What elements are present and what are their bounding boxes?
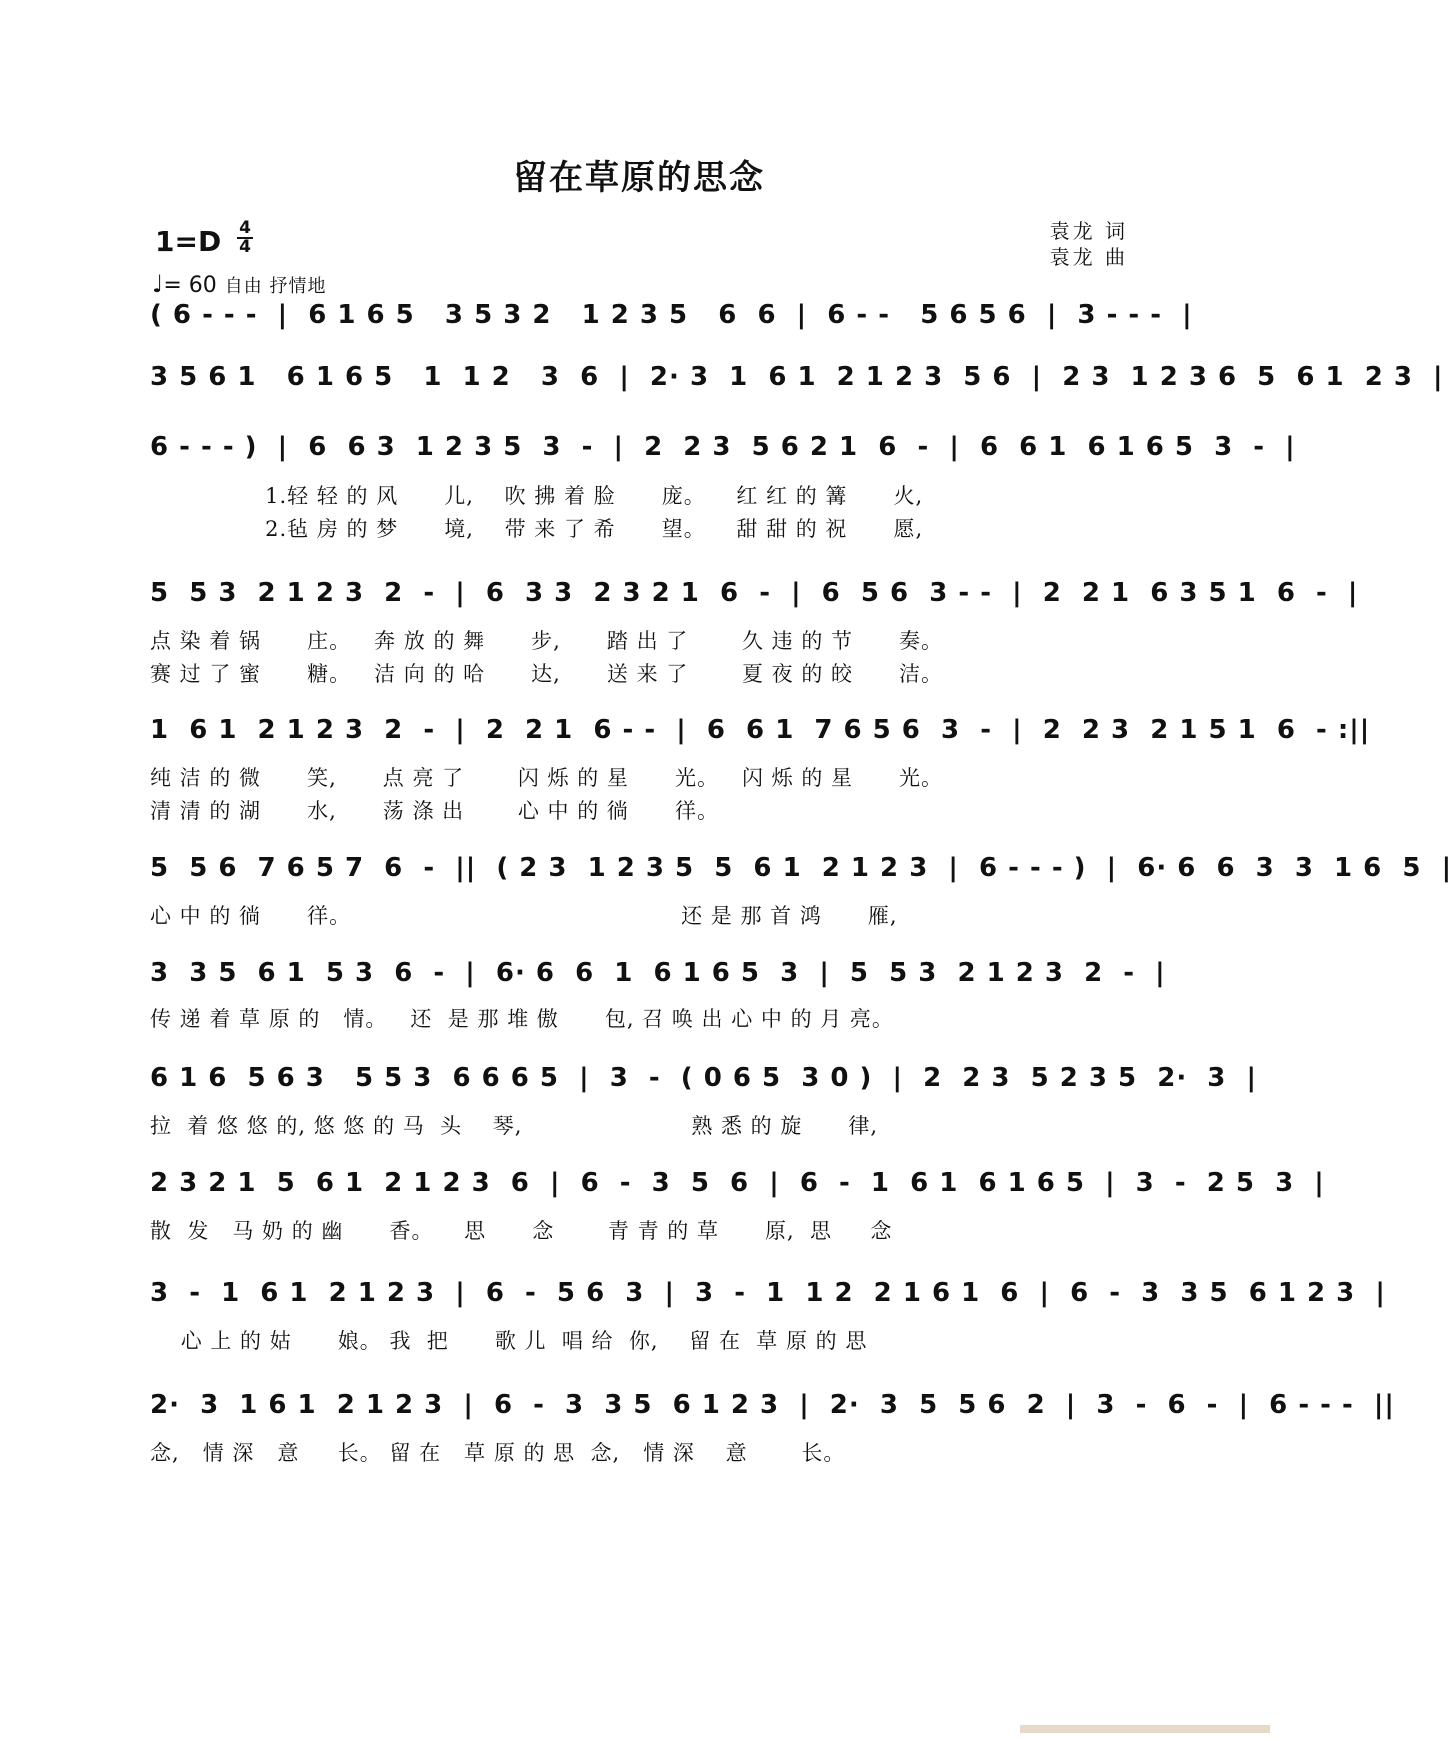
song-title: 留在草原的思念 (513, 158, 765, 198)
lyricist-credit: 袁龙 词 (1049, 219, 1128, 243)
system-11-lyrics: 念, 情 深 意 长。 留 在 草 原 的 思 念, 情 深 意 长。 (150, 1441, 846, 1465)
system-5-notes: 1 6 1 2 1 2 3 2 - | 2 2 1 6 - - | 6 6 1 7 6 5 6 3 - | 2 2 3 2 1 5 1 6 - :|| (150, 715, 1371, 745)
tempo-description: 自由 抒情地 (224, 276, 327, 297)
system-11-notes: 2· 3 1 6 1 2 1 2 3 | 6 - 3 3 5 6 1 2 3 | 2· 3 5 5 6 2 | 3 - 6 - | 6 - - - || (150, 1390, 1395, 1420)
system-3-lyrics-1: 1.轻 轻 的 风 儿, 吹 拂 着 脸 庞。 红 红 的 篝 火, (150, 484, 924, 508)
system-10-notes: 3 - 1 6 1 2 1 2 3 | 6 - 5 6 3 | 3 - 1 1 2 2 1 6 1 6 | 6 - 3 3 5 6 1 2 3 | (150, 1278, 1386, 1308)
system-8-lyrics: 拉 着 悠 悠 的, 悠 悠 的 马 头 琴, 熟 悉 的 旋 律, (150, 1114, 879, 1138)
system-1-notes: ( 6 - - - | 6 1 6 5 3 5 3 2 1 2 3 5 6 6 | 6 - - 5 6 5 6 | 3 - - - | (150, 300, 1193, 330)
system-7-notes: 3 3 5 6 1 5 3 6 - | 6· 6 6 1 6 1 6 5 3 | 5 5 3 2 1 2 3 2 - | (150, 958, 1166, 988)
time-signature (237, 218, 253, 257)
system-4-lyrics-2: 赛 过 了 蜜 糖。 洁 向 的 哈 达, 送 来 了 夏 夜 的 皎 洁。 (150, 662, 944, 686)
system-5-lyrics-1: 纯 洁 的 微 笑, 点 亮 了 闪 烁 的 星 光。 闪 烁 的 星 光。 (150, 766, 944, 790)
system-3-notes: 6 - - - ) | 6 6 3 1 2 3 5 3 - | 2 2 3 5 6 2 1 6 - | 6 6 1 6 1 6 5 3 - | (150, 432, 1296, 462)
tempo-marking (152, 270, 326, 298)
system-4-lyrics-1: 点 染 着 锅 庄。 奔 放 的 舞 步, 踏 出 了 久 违 的 节 奏。 (150, 629, 944, 653)
system-9-lyrics: 散 发 马 奶 的 幽 香。 思 念 青 青 的 草 原, 思 念 (150, 1219, 893, 1243)
credits (1050, 218, 1128, 270)
watermark-strip (1020, 1725, 1270, 1733)
system-3-lyrics-2: 2.毡 房 的 梦 境, 带 来 了 希 望。 甜 甜 的 祝 愿, (150, 517, 924, 541)
system-7-lyrics: 传 递 着 草 原 的 情。 还 是 那 堆 傲 包, 召 唤 出 心 中 的 月 亮。 (150, 1007, 894, 1031)
system-9-notes: 2 3 2 1 5 6 1 2 1 2 3 6 | 6 - 3 5 6 | 6 - 1 6 1 6 1 6 5 | 3 - 2 5 3 | (150, 1168, 1325, 1198)
system-6-notes: 5 5 6 7 6 5 7 6 - || ( 2 3 1 2 3 5 5 6 1 2 1 2 3 | 6 - - - ) | 6· 6 6 3 3 1 6 5 | (150, 853, 1452, 883)
composer-credit: 袁龙 曲 (1049, 245, 1128, 269)
system-6-lyrics: 心 中 的 徜 徉。 还 是 那 首 鸿 雁, (150, 904, 898, 928)
quarter-note-icon: ♩ (152, 270, 164, 298)
system-10-lyrics: 心 上 的 姑 娘。 我 把 歌 儿 唱 给 你, 留 在 草 原 的 思 (150, 1329, 868, 1353)
system-4-notes: 5 5 3 2 1 2 3 2 - | 6 3 3 2 3 2 1 6 - | 6 5 6 3 - - | 2 2 1 6 3 5 1 6 - | (150, 578, 1359, 608)
key-signature: 1=D (155, 225, 222, 258)
system-8-notes: 6 1 6 5 6 3 5 5 3 6 6 6 5 | 3 - ( 0 6 5 3 0 ) | 2 2 3 5 2 3 5 2· 3 | (150, 1063, 1258, 1093)
tempo-value: = 60 (163, 273, 217, 298)
system-2-notes: 3 5 6 1 6 1 6 5 1 1 2 3 6 | 2· 3 1 6 1 2 1 2 3 5 6 | 2 3 1 2 3 6 5 6 1 2 3 | (150, 362, 1444, 392)
time-top: 4 (239, 218, 251, 238)
time-bottom: 4 (239, 237, 251, 257)
system-5-lyrics-2: 清 清 的 湖 水, 荡 涤 出 心 中 的 徜 徉。 (150, 799, 719, 823)
